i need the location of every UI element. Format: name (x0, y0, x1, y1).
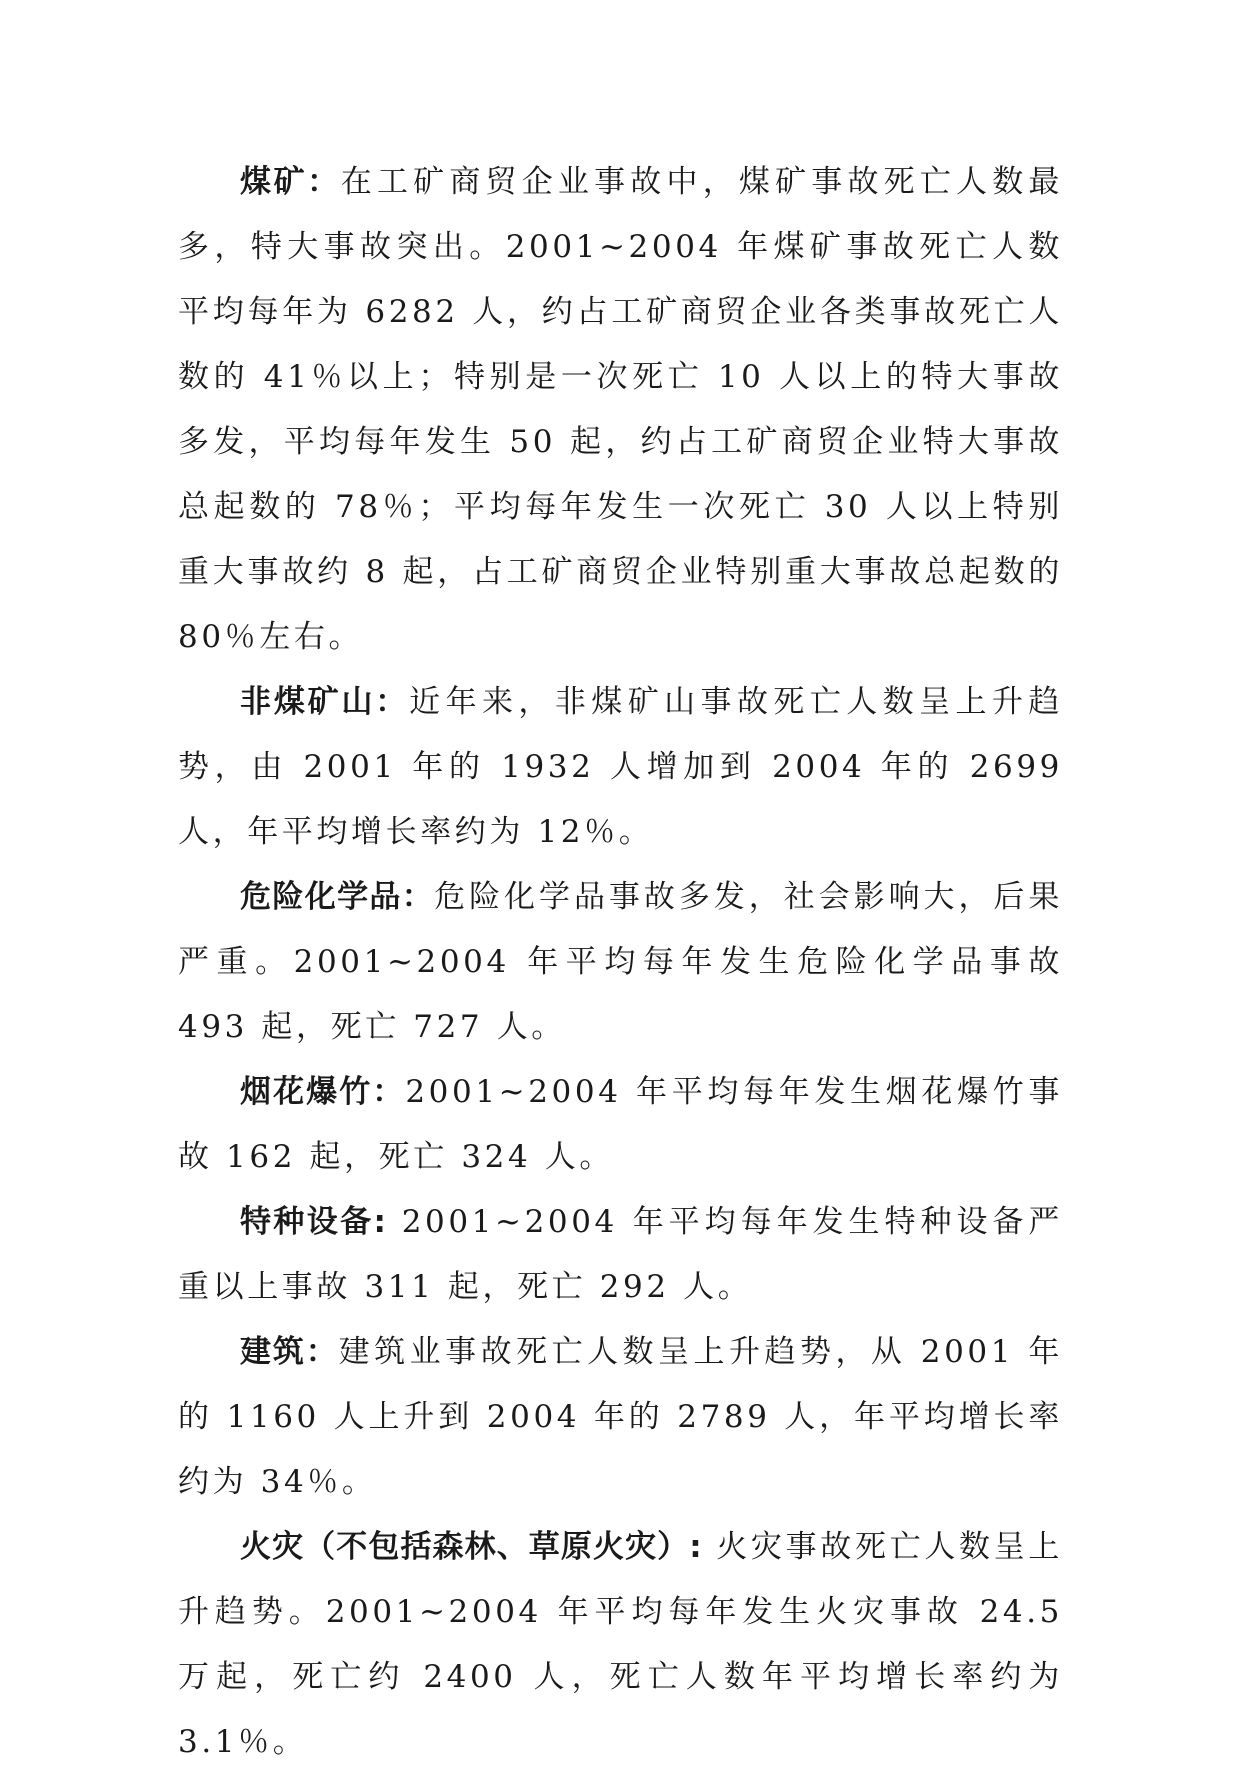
paragraph-text: 2001~2004 年平均每年发生特种设备严重以上事故 311 起，死亡 292 人。 (178, 1204, 1063, 1305)
paragraph-special-equipment (178, 1190, 1063, 1320)
paragraph-text: 在工矿商贸企业事故中，煤矿事故死亡人数最多，特大事故突出。2001~2004 年煤矿事故死亡人数平均每年为 6282 人，约占工矿商贸企业各类事故死亡人数的 41％以上；特别是一次死亡 10 人以上的特大事故多发，平均每年发生 50 起，约占工矿商贸企业特大事故总起数的 78％；平均每年发生一次死亡 30 人以上特别重大事故约 8 起，占工矿商贸企业特别重大事故总起数的 80％左右。 (178, 164, 1064, 655)
paragraph-non-coal-mine (178, 670, 1063, 865)
paragraph-text: 近年来，非煤矿山事故死亡人数呈上升趋势，由 2001 年的 1932 人增加到 2004 年的 2699 人，年平均增长率约为 12％。 (178, 684, 1063, 850)
paragraph-text: 建筑业事故死亡人数呈上升趋势，从 2001 年的 1160 人上升到 2004 年的 2789 人，年平均增长率约为 34％。 (178, 1334, 1063, 1500)
paragraph-hazardous-chemicals (178, 865, 1063, 1060)
paragraph-heading: 火灾（不包括森林、草原火灾）: (240, 1529, 703, 1565)
paragraph-heading: 特种设备: (240, 1204, 387, 1240)
paragraph-coal-mine (178, 150, 1063, 670)
paragraph-heading: 建筑： (240, 1334, 339, 1370)
paragraph-heading: 非煤矿山： (240, 684, 410, 720)
paragraph-text: 火灾事故死亡人数呈上升趋势。2001~2004 年平均每年发生火灾事故 24.5 万起，死亡约 2400 人，死亡人数年平均增长率约为 3.1％。 (178, 1529, 1064, 1760)
paragraph-fire (178, 1515, 1063, 1775)
paragraph-heading: 煤矿： (240, 164, 341, 200)
paragraph-heading: 烟花爆竹： (240, 1074, 406, 1110)
document-page (178, 150, 1063, 1775)
paragraph-construction (178, 1320, 1063, 1515)
paragraph-fireworks (178, 1060, 1063, 1190)
paragraph-text: 2001~2004 年平均每年发生烟花爆竹事故 162 起，死亡 324 人。 (178, 1074, 1064, 1175)
paragraph-heading: 危险化学品： (240, 879, 435, 915)
paragraph-text: 危险化学品事故多发，社会影响大，后果严重。2001~2004 年平均每年发生危险化学品事故 493 起，死亡 727 人。 (178, 879, 1063, 1045)
